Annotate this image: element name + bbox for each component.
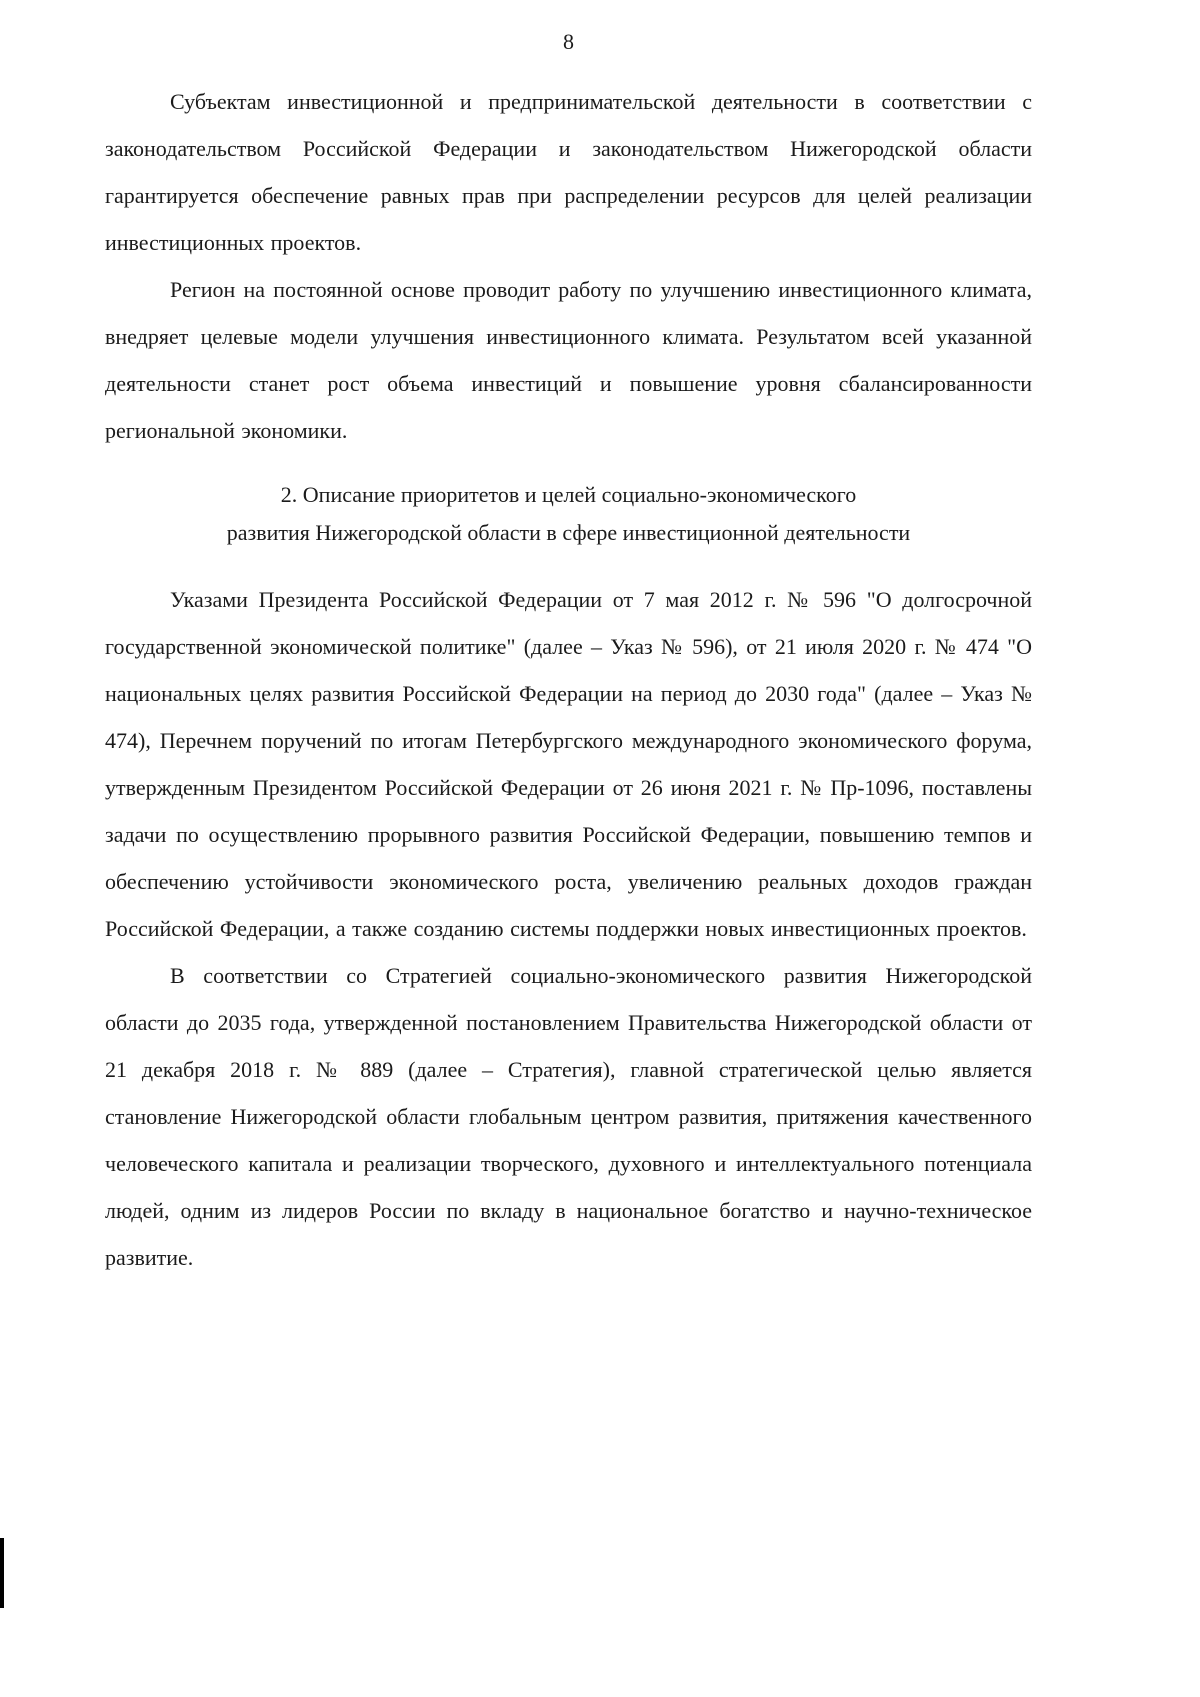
paragraph-intro-1: Субъектам инвестиционной и предпринимательской деятельности в соответствии с законодательством Российской Федерации и законодательством Нижегородской области гарантируется обеспечение равных прав при распределении ресурсов для целей реализации инвестиционных проектов.	[105, 89, 1032, 255]
paragraph-section-1: Указами Президента Российской Федерации от 7 мая 2012 г. № 596 "О долгосрочной государственной экономической политике" (далее – Указ № 596), от 21 июля 2020 г. № 474 "О национальных целях развития Российской Федерации на период до 2030 года" (далее – Указ № 474), Перечнем поручений по итогам Петербургского международного экономического форума, утвержденным Президентом Российской Федерации от 26 июня 2021 г. № Пр-1096, поставлены задачи по осуществлению прорывного развития Российской Федерации, повышению темпов и обеспечению устойчивости экономического роста, увеличению реальных доходов граждан Российской Федерации, а также созданию системы поддержки новых инвестиционных проектов.	[105, 587, 1032, 941]
section-heading	[105, 476, 1032, 552]
paragraph-section-2: В соответствии со Стратегией социально-экономического развития Нижегородской области до 2035 года, утвержденной постановлением Правительства Нижегородской области от 21 декабря 2018 г. № 889 (далее – Стратегия), главной стратегической целью является становление Нижегородской области глобальным центром развития, притяжения качественного человеческого капитала и реализации творческого, духовного и интеллектуального потенциала людей, одним из лидеров России по вкладу в национальное богатство и научно-техническое развитие.	[105, 963, 1032, 1270]
paragraph-intro-2: Регион на постоянной основе проводит работу по улучшению инвестиционного климата, внедряет целевые модели улучшения инвестиционного климата. Результатом всей указанной деятельности станет рост объема инвестиций и повышение уровня сбалансированности региональной экономики.	[105, 277, 1032, 443]
section-heading-line-1: 2. Описание приоритетов и целей социально-экономического	[280, 482, 857, 507]
page-number: 8	[563, 29, 574, 54]
scan-artifact-line	[0, 1538, 4, 1608]
section-heading-line-2: развития Нижегородской области в сфере инвестиционной деятельности	[226, 520, 911, 545]
